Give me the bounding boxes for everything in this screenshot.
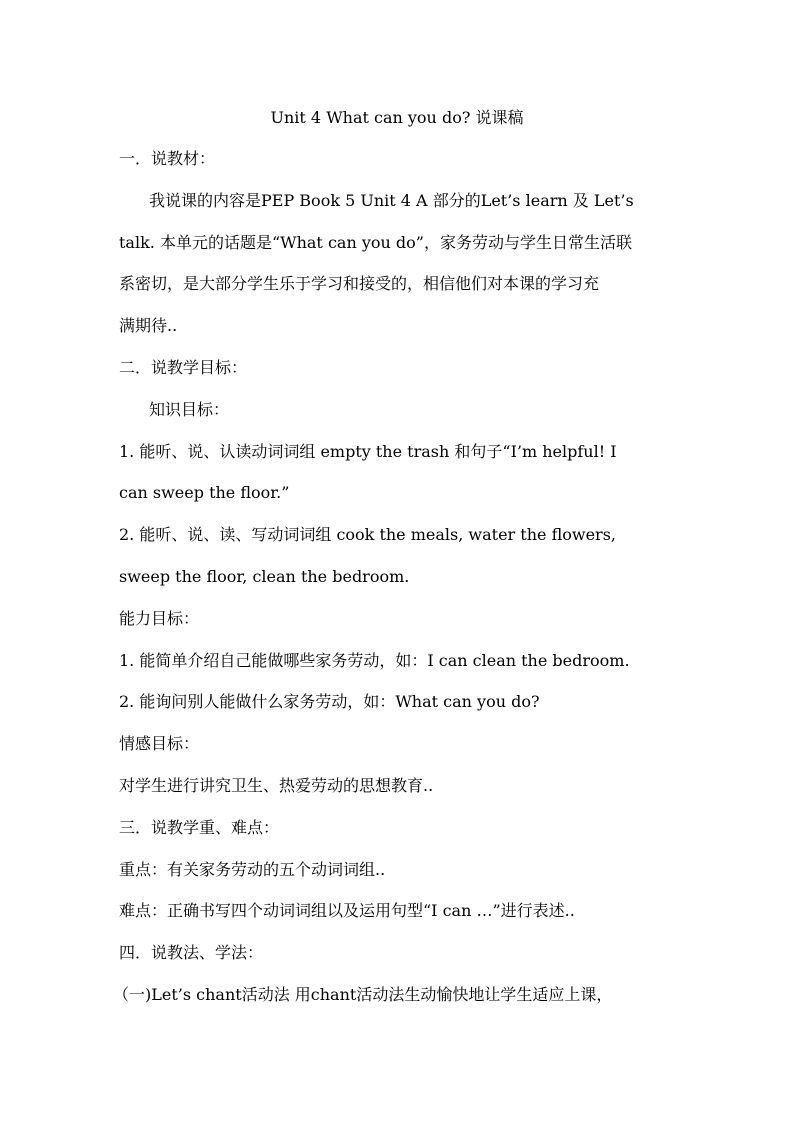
method-line: （一)Let’s chant活动法 用chant活动法生动愉快地让学生适应上课， [113, 984, 613, 1004]
list-item: 2. 能听、说、读、写动词词组 cook the meals, water the flowers, [119, 525, 616, 545]
list-item: 1. 能听、说、认读动词词组 empty the trash 和句子“I’m helpful! I [119, 441, 617, 461]
section-heading-key-points: 三．说教学重、难点： [119, 817, 280, 837]
subheading-emotion: 情感目标： [119, 734, 200, 754]
paragraph-line: 对学生进行讲究卫生、热爱劳动的思想教育.. [119, 775, 434, 795]
list-item: 2. 能询问别人能做什么家务劳动，如：What can you do? [119, 692, 540, 712]
difficult-point-line: 难点：正确书写四个动词词组以及运用句型“I can …”进行表述.. [119, 901, 575, 921]
subheading-ability: 能力目标： [119, 608, 200, 628]
list-item-continuation: sweep the floor, clean the bedroom. [119, 566, 410, 586]
subheading-knowledge: 知识目标： [149, 399, 230, 419]
section-heading-objectives: 二．说教学目标： [119, 357, 248, 377]
paragraph-line: talk. 本单元的话题是“What can you do”，家务劳动与学生日常生活联 [119, 232, 632, 252]
paragraph-line: 满期待.. [119, 316, 178, 336]
key-point-line: 重点：有关家务劳动的五个动词词组.. [119, 859, 386, 879]
section-heading-methods: 四．说教法、学法： [119, 943, 264, 963]
list-item-continuation: can sweep the floor.” [119, 483, 290, 503]
paragraph-line: 系密切，是大部分学生乐于学习和接受的，相信他们对本课的学习充 [119, 274, 600, 294]
document-title: Unit 4 What can you do? 说课稿 [270, 108, 524, 127]
section-heading-textbook: 一．说教材： [119, 149, 216, 168]
list-item: 1. 能简单介绍自己能做哪些家务劳动，如：I can clean the bedroom. [119, 650, 630, 670]
paragraph-line: 我说课的内容是PEP Book 5 Unit 4 A 部分的Let’s learn 及 Let’s [149, 190, 634, 210]
document-body [113, 147, 677, 1025]
